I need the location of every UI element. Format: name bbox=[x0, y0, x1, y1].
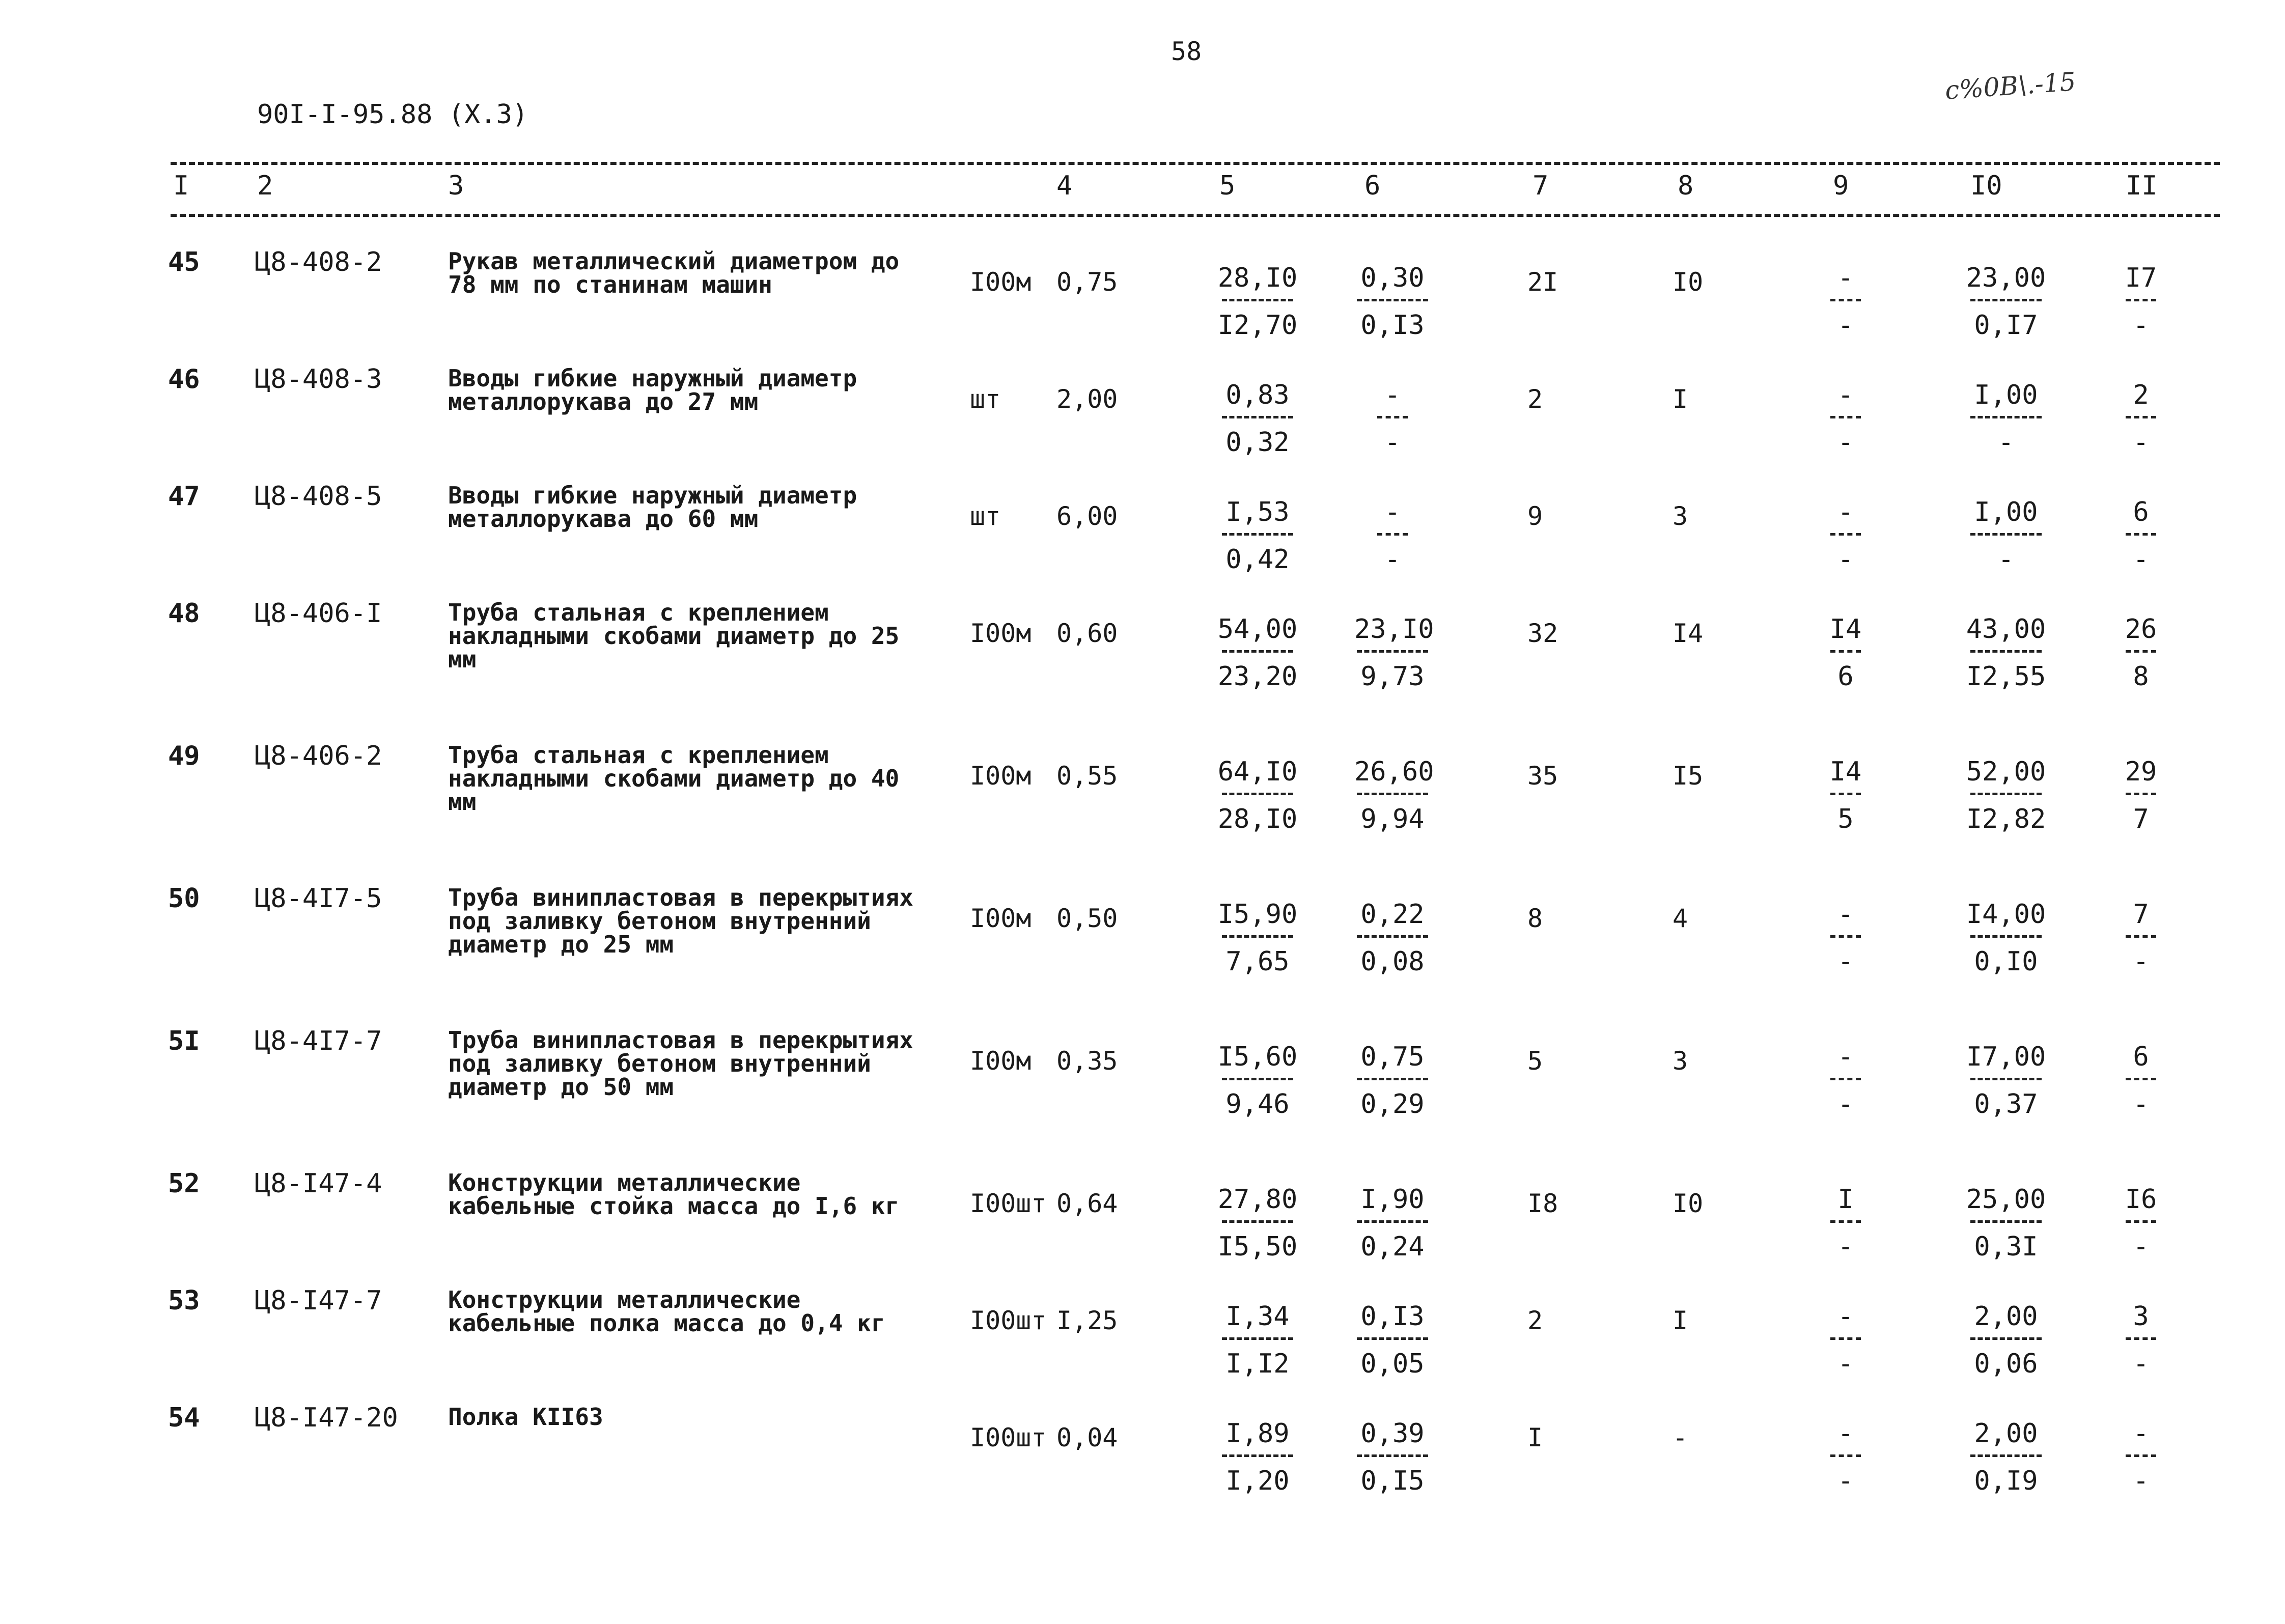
col9-value-denominator: - bbox=[1837, 544, 1854, 575]
quantity: 2,00 bbox=[1056, 384, 1118, 414]
work-name: Полка КII63 bbox=[448, 1403, 603, 1431]
col9-value-divider bbox=[1830, 533, 1861, 536]
work-name: Конструкции металлические кабельные полка масса до 0,4 кг bbox=[448, 1286, 885, 1337]
work-name: Вводы гибкие наружный диаметр металлорукава до 27 мм bbox=[448, 365, 857, 415]
col9-value-divider bbox=[1830, 1078, 1861, 1080]
quantity: 0,64 bbox=[1056, 1189, 1118, 1218]
col10-value bbox=[1960, 1301, 2052, 1380]
col11-value-divider bbox=[2126, 299, 2156, 301]
col5-value-denominator: 7,65 bbox=[1225, 946, 1290, 977]
col6-value bbox=[1354, 262, 1431, 341]
col6-value bbox=[1354, 613, 1434, 692]
norm-code: Ц8-408-2 bbox=[255, 247, 382, 277]
col5-value bbox=[1212, 496, 1303, 575]
col10-value-denominator: 0,I7 bbox=[1974, 310, 2038, 341]
col6-value-numerator: 0,22 bbox=[1360, 899, 1425, 930]
col6-value-divider bbox=[1357, 935, 1428, 938]
unit: I00м bbox=[970, 619, 1032, 648]
row-number: 52 bbox=[168, 1168, 200, 1199]
col9-value bbox=[1828, 613, 1863, 692]
col10-value-numerator: 23,00 bbox=[1966, 263, 2046, 293]
row-number: 50 bbox=[168, 883, 200, 914]
col6-value-divider bbox=[1357, 1078, 1428, 1080]
col6-value-divider bbox=[1377, 416, 1408, 418]
col6-value-denominator: 0,05 bbox=[1360, 1349, 1425, 1379]
col10-value-divider bbox=[1970, 416, 2042, 418]
col6-value-denominator: - bbox=[1384, 427, 1401, 458]
col10-value bbox=[1960, 1418, 2052, 1497]
col5-value-numerator: 0,83 bbox=[1225, 380, 1290, 410]
col10-value-divider bbox=[1970, 650, 2042, 653]
col11-value-denominator: - bbox=[2133, 310, 2149, 341]
column-header-3: 3 bbox=[448, 171, 464, 201]
column-header-9: 9 bbox=[1833, 171, 1849, 201]
col11-value-divider bbox=[2126, 1220, 2156, 1223]
col10-value-numerator: I,00 bbox=[1974, 380, 2038, 410]
col5-value bbox=[1212, 1301, 1303, 1380]
col10-value bbox=[1960, 1184, 2052, 1263]
col6-value bbox=[1354, 496, 1431, 575]
work-name: Вводы гибкие наружный диаметр металлорукава до 60 мм bbox=[448, 482, 857, 533]
col5-value-numerator: I5,60 bbox=[1217, 1042, 1298, 1072]
col5-value-divider bbox=[1222, 1220, 1293, 1223]
col11-value bbox=[2118, 1301, 2164, 1380]
col6-value-numerator: 0,30 bbox=[1360, 263, 1425, 293]
col5-value bbox=[1212, 756, 1303, 835]
row-number: 48 bbox=[168, 598, 200, 629]
unit: I00м bbox=[970, 904, 1032, 933]
norm-code: Ц8-4I7-7 bbox=[255, 1026, 382, 1056]
col5-value-divider bbox=[1222, 299, 1293, 301]
col10-value-divider bbox=[1970, 793, 2042, 795]
col5-value bbox=[1212, 1184, 1303, 1263]
col10-value-numerator: I7,00 bbox=[1966, 1042, 2046, 1072]
col5-value bbox=[1212, 1418, 1303, 1497]
col11-value bbox=[2118, 262, 2164, 341]
document-code: 90I-I-95.88 (X.3) bbox=[257, 99, 528, 130]
unit: I00м bbox=[970, 267, 1032, 297]
col11-value-divider bbox=[2126, 793, 2156, 795]
row-number: 47 bbox=[168, 481, 200, 512]
unit: I00м bbox=[970, 761, 1032, 791]
col11-value-divider bbox=[2126, 1337, 2156, 1340]
col6-value bbox=[1354, 1418, 1431, 1497]
col10-value bbox=[1960, 1041, 2052, 1120]
col9-value bbox=[1828, 1418, 1863, 1497]
col10-value bbox=[1960, 262, 2052, 341]
col9-value bbox=[1828, 756, 1863, 835]
col10-value-numerator: 52,00 bbox=[1966, 757, 2046, 787]
col10-value-divider bbox=[1970, 1078, 2042, 1080]
col9-value-denominator: 6 bbox=[1837, 661, 1854, 692]
row-number: 53 bbox=[168, 1285, 200, 1316]
work-name: Труба стальная с креплением накладными скобами диаметр до 25 мм bbox=[448, 599, 900, 673]
col10-value-denominator: 0,06 bbox=[1974, 1349, 2038, 1379]
norm-code: Ц8-I47-7 bbox=[255, 1285, 382, 1316]
col9-value-denominator: - bbox=[1837, 1466, 1854, 1496]
col5-value-numerator: I,34 bbox=[1225, 1301, 1290, 1332]
col9-value bbox=[1828, 1184, 1863, 1263]
col11-value-denominator: - bbox=[2133, 427, 2149, 458]
col10-value-numerator: I,00 bbox=[1974, 497, 2038, 527]
unit: шт bbox=[970, 501, 1001, 531]
unit: I00шт bbox=[970, 1423, 1047, 1452]
quantity: 0,55 bbox=[1056, 761, 1118, 791]
col9-value-numerator: - bbox=[1837, 380, 1854, 410]
col6-value-divider bbox=[1357, 1220, 1428, 1223]
col6-value bbox=[1354, 756, 1434, 835]
col6-value-numerator: 0,75 bbox=[1360, 1042, 1425, 1072]
work-name: Труба стальная с креплением накладными скобами диаметр до 40 мм bbox=[448, 741, 900, 816]
col5-value-denominator: 23,20 bbox=[1217, 661, 1298, 692]
col8-value: 4 bbox=[1673, 904, 1688, 933]
col9-value-denominator: 5 bbox=[1837, 804, 1854, 834]
col11-value-numerator: 7 bbox=[2133, 899, 2149, 930]
col10-value-divider bbox=[1970, 299, 2042, 301]
col8-value: 3 bbox=[1673, 501, 1688, 531]
col10-value-denominator: 0,I0 bbox=[1974, 946, 2038, 977]
col11-value-denominator: - bbox=[2133, 1466, 2149, 1496]
col6-value-denominator: 9,94 bbox=[1360, 804, 1425, 834]
col5-value-denominator: I,I2 bbox=[1225, 1349, 1290, 1379]
col10-value bbox=[1960, 613, 2052, 692]
col9-value-numerator: - bbox=[1837, 1301, 1854, 1332]
col7-value: I bbox=[1527, 1423, 1543, 1452]
col8-value: I5 bbox=[1673, 761, 1704, 791]
col7-value: 2I bbox=[1527, 267, 1558, 297]
col5-value-divider bbox=[1222, 935, 1293, 938]
col8-value: I4 bbox=[1673, 619, 1704, 648]
col6-value-denominator: 0,29 bbox=[1360, 1089, 1425, 1119]
norm-code: Ц8-4I7-5 bbox=[255, 883, 382, 914]
col9-value-denominator: - bbox=[1837, 310, 1854, 341]
norm-code: Ц8-I47-4 bbox=[255, 1168, 382, 1199]
quantity: 0,04 bbox=[1056, 1423, 1118, 1452]
col5-value-numerator: 64,I0 bbox=[1217, 757, 1298, 787]
col7-value: 8 bbox=[1527, 904, 1543, 933]
col11-value bbox=[2118, 756, 2164, 835]
quantity: I,25 bbox=[1056, 1306, 1118, 1335]
col7-value: 35 bbox=[1527, 761, 1558, 791]
row-number: 54 bbox=[168, 1403, 200, 1433]
norm-code: Ц8-406-I bbox=[255, 598, 382, 629]
col10-value bbox=[1960, 756, 2052, 835]
col5-value-numerator: 28,I0 bbox=[1217, 263, 1298, 293]
col9-value bbox=[1828, 899, 1863, 977]
col6-value-numerator: I,90 bbox=[1360, 1184, 1425, 1215]
col9-value-numerator: - bbox=[1837, 899, 1854, 930]
col9-value bbox=[1828, 262, 1863, 341]
unit: шт bbox=[970, 384, 1001, 414]
col5-value bbox=[1212, 379, 1303, 458]
col11-value-numerator: 2 bbox=[2133, 380, 2149, 410]
col5-value-divider bbox=[1222, 1337, 1293, 1340]
col6-value bbox=[1354, 379, 1431, 458]
col10-value-denominator: 0,37 bbox=[1974, 1089, 2038, 1119]
col11-value-denominator: - bbox=[2133, 946, 2149, 977]
col11-value-denominator: 8 bbox=[2133, 661, 2149, 692]
col5-value-divider bbox=[1222, 1454, 1293, 1457]
work-name: Труба винипластовая в перекрытиях под заливку бетоном внутренний диаметр до 25 мм bbox=[448, 884, 913, 958]
col9-value-denominator: - bbox=[1837, 1349, 1854, 1379]
col10-value-numerator: 43,00 bbox=[1966, 614, 2046, 645]
col11-value-denominator: 7 bbox=[2133, 804, 2149, 834]
col9-value-denominator: - bbox=[1837, 1089, 1854, 1119]
row-number: 45 bbox=[168, 247, 200, 277]
col7-value: 9 bbox=[1527, 501, 1543, 531]
col9-value-denominator: - bbox=[1837, 946, 1854, 977]
col9-value-divider bbox=[1830, 299, 1861, 301]
col6-value-divider bbox=[1357, 793, 1428, 795]
col9-value-divider bbox=[1830, 935, 1861, 938]
col10-value-divider bbox=[1970, 1337, 2042, 1340]
col9-value bbox=[1828, 1041, 1863, 1120]
col10-value bbox=[1960, 379, 2052, 458]
col7-value: 32 bbox=[1527, 619, 1558, 648]
col6-value-denominator: 9,73 bbox=[1360, 661, 1425, 692]
col10-value-numerator: 25,00 bbox=[1966, 1184, 2046, 1215]
column-header-2: 2 bbox=[257, 171, 273, 201]
table-header bbox=[0, 171, 2285, 206]
quantity: 0,60 bbox=[1056, 619, 1118, 648]
col8-value: I bbox=[1673, 1306, 1688, 1335]
col11-value-numerator: 6 bbox=[2133, 497, 2149, 527]
column-header-10: I0 bbox=[1970, 171, 2002, 201]
col10-value-denominator: 0,I9 bbox=[1974, 1466, 2038, 1496]
col6-value-divider bbox=[1357, 299, 1428, 301]
col11-value-numerator: 29 bbox=[2125, 757, 2157, 787]
col6-value bbox=[1354, 899, 1431, 977]
col11-value-divider bbox=[2126, 935, 2156, 938]
col5-value bbox=[1212, 613, 1303, 692]
col5-value-divider bbox=[1222, 533, 1293, 536]
col8-value: 3 bbox=[1673, 1046, 1688, 1076]
col5-value-divider bbox=[1222, 793, 1293, 795]
col6-value-denominator: 0,I5 bbox=[1360, 1466, 1425, 1496]
col9-value-numerator: I4 bbox=[1829, 757, 1862, 787]
col6-value bbox=[1354, 1301, 1431, 1380]
col9-value bbox=[1828, 379, 1863, 458]
col5-value-denominator: 9,46 bbox=[1225, 1089, 1290, 1119]
col11-value-numerator: 6 bbox=[2133, 1042, 2149, 1072]
col11-value bbox=[2118, 496, 2164, 575]
col5-value-denominator: I,20 bbox=[1225, 1466, 1290, 1496]
column-header-1: I bbox=[173, 171, 189, 201]
page-number: 58 bbox=[1171, 37, 1202, 66]
col11-value bbox=[2118, 1418, 2164, 1497]
col5-value-numerator: I,89 bbox=[1225, 1418, 1290, 1449]
row-number: 49 bbox=[168, 741, 200, 771]
norm-code: Ц8-408-3 bbox=[255, 364, 382, 395]
col8-value: I0 bbox=[1673, 1189, 1704, 1218]
col9-value bbox=[1828, 1301, 1863, 1380]
col5-value-numerator: I5,90 bbox=[1217, 899, 1298, 930]
col5-value-numerator: I,53 bbox=[1225, 497, 1290, 527]
col11-value-divider bbox=[2126, 1078, 2156, 1080]
col9-value-numerator: - bbox=[1837, 1418, 1854, 1449]
col9-value-divider bbox=[1830, 1454, 1861, 1457]
col10-value bbox=[1960, 496, 2052, 575]
col6-value-numerator: 23,I0 bbox=[1354, 614, 1434, 645]
col10-value-divider bbox=[1970, 533, 2042, 536]
col5-value-denominator: 28,I0 bbox=[1217, 804, 1298, 834]
col9-value-numerator: I4 bbox=[1829, 614, 1862, 645]
work-name: Труба винипластовая в перекрытиях под заливку бетоном внутренний диаметр до 50 мм bbox=[448, 1026, 913, 1101]
col6-value bbox=[1354, 1184, 1431, 1263]
quantity: 6,00 bbox=[1056, 501, 1118, 531]
col9-value-denominator: - bbox=[1837, 427, 1854, 458]
col10-value-numerator: 2,00 bbox=[1974, 1418, 2038, 1449]
col11-value bbox=[2118, 1184, 2164, 1263]
col11-value-denominator: - bbox=[2133, 1349, 2149, 1379]
col7-value: 2 bbox=[1527, 384, 1543, 414]
column-header-5: 5 bbox=[1219, 171, 1236, 201]
col9-value-divider bbox=[1830, 650, 1861, 653]
col11-value bbox=[2118, 613, 2164, 692]
col11-value-divider bbox=[2126, 416, 2156, 418]
col6-value-divider bbox=[1357, 1337, 1428, 1340]
col5-value-denominator: I2,70 bbox=[1217, 310, 1298, 341]
col6-value-numerator: - bbox=[1384, 380, 1401, 410]
col11-value bbox=[2118, 379, 2164, 458]
col11-value-divider bbox=[2126, 533, 2156, 536]
header-top-rule bbox=[171, 162, 2220, 165]
col6-value-numerator: - bbox=[1384, 497, 1401, 527]
unit: I00шт bbox=[970, 1189, 1047, 1218]
col6-value-numerator: 0,I3 bbox=[1360, 1301, 1425, 1332]
col11-value-divider bbox=[2126, 1454, 2156, 1457]
unit: I00м bbox=[970, 1046, 1032, 1076]
col9-value-denominator: - bbox=[1837, 1231, 1854, 1262]
work-name: Конструкции металлические кабельные стойка масса до I,6 кг bbox=[448, 1169, 900, 1220]
col9-value-numerator: - bbox=[1837, 497, 1854, 527]
col9-value-numerator: - bbox=[1837, 1042, 1854, 1072]
col10-value-denominator: 0,3I bbox=[1974, 1231, 2038, 1262]
col10-value-divider bbox=[1970, 935, 2042, 938]
work-name: Рукав металлический диаметром до 78 мм по станинам машин bbox=[448, 247, 900, 298]
col9-value-numerator: I bbox=[1837, 1184, 1854, 1215]
header-bottom-rule bbox=[171, 214, 2220, 217]
column-header-6: 6 bbox=[1364, 171, 1381, 201]
col9-value-divider bbox=[1830, 1337, 1861, 1340]
col5-value-numerator: 27,80 bbox=[1217, 1184, 1298, 1215]
unit: I00шт bbox=[970, 1306, 1047, 1335]
col6-value-denominator: 0,I3 bbox=[1360, 310, 1425, 341]
col10-value bbox=[1960, 899, 2052, 977]
column-header-8: 8 bbox=[1678, 171, 1694, 201]
col5-value-divider bbox=[1222, 1078, 1293, 1080]
col9-value-numerator: - bbox=[1837, 263, 1854, 293]
quantity: 0,75 bbox=[1056, 267, 1118, 297]
col10-value-divider bbox=[1970, 1220, 2042, 1223]
col5-value bbox=[1212, 1041, 1303, 1120]
col11-value-numerator: - bbox=[2133, 1418, 2149, 1449]
col6-value-numerator: 0,39 bbox=[1360, 1418, 1425, 1449]
col10-value-denominator: - bbox=[1998, 427, 2014, 458]
norm-code: Ц8-408-5 bbox=[255, 481, 382, 512]
col8-value: I bbox=[1673, 384, 1688, 414]
col5-value-numerator: 54,00 bbox=[1217, 614, 1298, 645]
col10-value-denominator: I2,82 bbox=[1966, 804, 2046, 834]
col6-value bbox=[1354, 1041, 1431, 1120]
col11-value-denominator: - bbox=[2133, 1089, 2149, 1119]
col6-value-divider bbox=[1357, 650, 1428, 653]
col11-value-numerator: 3 bbox=[2133, 1301, 2149, 1332]
col11-value-denominator: - bbox=[2133, 1231, 2149, 1262]
col8-value: - bbox=[1673, 1423, 1688, 1452]
quantity: 0,50 bbox=[1056, 904, 1118, 933]
col6-value-denominator: 0,24 bbox=[1360, 1231, 1425, 1262]
column-header-11: II bbox=[2126, 171, 2158, 201]
col5-value bbox=[1212, 899, 1303, 977]
col9-value-divider bbox=[1830, 1220, 1861, 1223]
col6-value-denominator: 0,08 bbox=[1360, 946, 1425, 977]
col7-value: 2 bbox=[1527, 1306, 1543, 1335]
norm-code: Ц8-406-2 bbox=[255, 741, 382, 771]
col5-value-denominator: 0,32 bbox=[1225, 427, 1290, 458]
col6-value-numerator: 26,60 bbox=[1354, 757, 1434, 787]
col6-value-divider bbox=[1357, 1454, 1428, 1457]
col11-value-numerator: I7 bbox=[2125, 263, 2157, 293]
col10-value-divider bbox=[1970, 1454, 2042, 1457]
col11-value-denominator: - bbox=[2133, 544, 2149, 575]
col7-value: I8 bbox=[1527, 1189, 1558, 1218]
column-header-4: 4 bbox=[1056, 171, 1073, 201]
col11-value-numerator: 26 bbox=[2125, 614, 2157, 645]
col9-value-divider bbox=[1830, 416, 1861, 418]
col6-value-denominator: - bbox=[1384, 544, 1401, 575]
col11-value-divider bbox=[2126, 650, 2156, 653]
col7-value: 5 bbox=[1527, 1046, 1543, 1076]
quantity: 0,35 bbox=[1056, 1046, 1118, 1076]
col6-value-divider bbox=[1377, 533, 1408, 536]
col5-value-denominator: 0,42 bbox=[1225, 544, 1290, 575]
col10-value-denominator: - bbox=[1998, 544, 2014, 575]
norm-code: Ц8-I47-20 bbox=[255, 1403, 398, 1433]
row-number: 5I bbox=[168, 1026, 200, 1056]
col11-value-numerator: I6 bbox=[2125, 1184, 2157, 1215]
col5-value bbox=[1212, 262, 1303, 341]
col11-value bbox=[2118, 899, 2164, 977]
col11-value bbox=[2118, 1041, 2164, 1120]
handwritten-note: с%0В\.-15 bbox=[1944, 67, 2077, 105]
col9-value bbox=[1828, 496, 1863, 575]
col10-value-denominator: I2,55 bbox=[1966, 661, 2046, 692]
col5-value-divider bbox=[1222, 416, 1293, 418]
col10-value-numerator: I4,00 bbox=[1966, 899, 2046, 930]
col10-value-numerator: 2,00 bbox=[1974, 1301, 2038, 1332]
col5-value-denominator: I5,50 bbox=[1217, 1231, 1298, 1262]
column-header-7: 7 bbox=[1532, 171, 1549, 201]
col8-value: I0 bbox=[1673, 267, 1704, 297]
col5-value-divider bbox=[1222, 650, 1293, 653]
row-number: 46 bbox=[168, 364, 200, 395]
col9-value-divider bbox=[1830, 793, 1861, 795]
